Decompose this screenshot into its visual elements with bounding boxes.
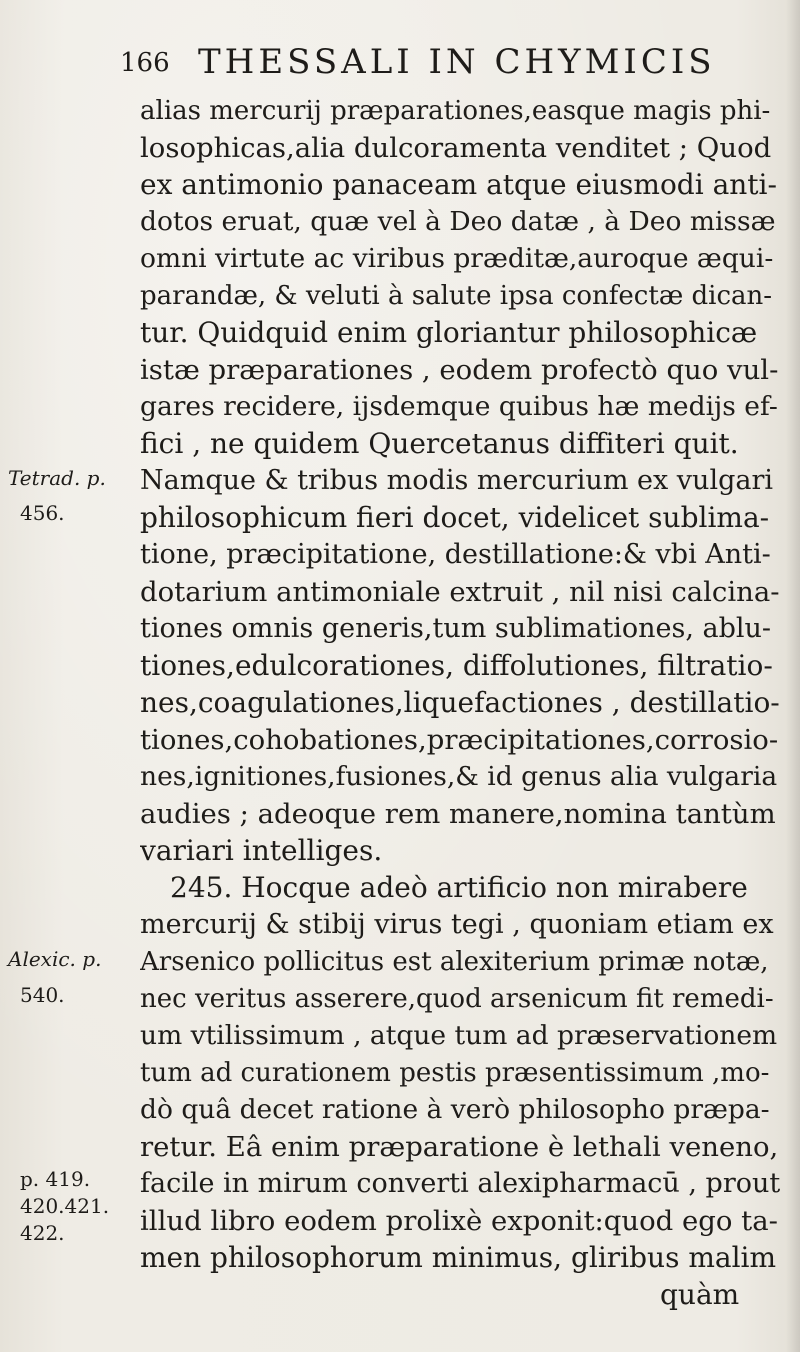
text-line: dotarium antimoniale extruit , nil nisi calcina-: [140, 576, 780, 608]
text-line: nes,coagulationes,liquefactiones , destillatio-: [140, 686, 780, 719]
text-line: alias mercurij præparationes,easque magis phi-: [140, 96, 771, 126]
page-header: [120, 42, 760, 90]
margin-note-page: 540.: [20, 983, 65, 1007]
text-line: ex antimonio panaceam atque eiusmodi anti-: [140, 168, 777, 201]
text-line: illud libro eodem prolixè exponit:quod ego ta-: [140, 1205, 778, 1237]
text-line: losophicas,alia dulcoramenta venditet ; Quod: [140, 132, 772, 164]
text-line: omni virtute ac viribus præditæ,auroque æqui-: [140, 243, 774, 274]
page-edge-shadow: [786, 0, 800, 1352]
margin-note-reference: Tetrad. p.: [8, 466, 106, 490]
page-number: 166: [120, 48, 170, 78]
text-line: dò quâ decet ratione à verò philosopho præpa-: [140, 1094, 770, 1125]
text-line: nes,ignitiones,fusiones,& id genus alia vulgaria: [140, 761, 778, 792]
text-line: um vtilissimum , atque tum ad præservationem: [140, 1020, 778, 1051]
text-line: facile in mirum converti alexipharmacū , prout: [140, 1168, 780, 1199]
text-line: tum ad curationem pestis præsentissimum ,mo-: [140, 1058, 770, 1088]
text-line: tiones,cohobationes,præcipitationes,corrosio-: [140, 724, 779, 756]
text-line: istæ præparationes , eodem profectò quo vul-: [140, 354, 779, 386]
text-line: nec veritus asserere,quod arsenicum fit remedi-: [140, 984, 774, 1014]
text-line: tur. Quidquid enim gloriantur philosophicæ: [140, 316, 758, 349]
text-line: Arsenico pollicitus est alexiterium primæ notæ,: [140, 947, 769, 977]
text-line: retur. Eâ enim præparatione è lethali veneno,: [140, 1131, 779, 1163]
text-line: parandæ, & veluti à salute ipsa confectæ dican-: [140, 281, 773, 311]
catchword: quàm: [660, 1278, 740, 1311]
text-line: tione, præcipitatione, destillatione:& vbi Anti-: [140, 539, 771, 570]
text-line: philosophicum fieri docet, videlicet sublima-: [140, 501, 770, 534]
margin-note-page: p. 419.: [20, 1167, 91, 1191]
text-line: mercurij & stibij virus tegi , quoniam etiam ex: [140, 909, 774, 940]
text-line: fici , ne quidem Quercetanus diffiteri quit.: [140, 427, 739, 460]
text-line: tiones,edulcorationes, diffolutiones, filtratio-: [140, 649, 773, 682]
text-line: dotos eruat, quæ vel à Deo datæ , à Deo missæ: [140, 206, 776, 237]
section-line: 245. Hocque adeò artificio non mirabere: [170, 871, 748, 904]
margin-note-page: 422.: [20, 1221, 65, 1245]
running-title: THESSALI IN CHYMICIS: [198, 42, 716, 82]
margin-note-reference: Alexic. p.: [8, 947, 102, 971]
text-line: gares recidere, ijsdemque quibus hæ medijs ef-: [140, 391, 778, 422]
text-line: audies ; adeoque rem manere,nomina tantùm: [140, 798, 776, 830]
text-line: Namque & tribus modis mercurium ex vulgari: [140, 465, 773, 496]
text-line: tiones omnis generis,tum sublimationes, ablu-: [140, 613, 772, 644]
margin-note-page: 456.: [20, 501, 65, 525]
margin-note-page: 420.421.: [20, 1194, 110, 1218]
text-line: variari intelliges.: [140, 834, 383, 867]
text-line: men philosophorum minimus, gliribus malim: [140, 1241, 777, 1274]
